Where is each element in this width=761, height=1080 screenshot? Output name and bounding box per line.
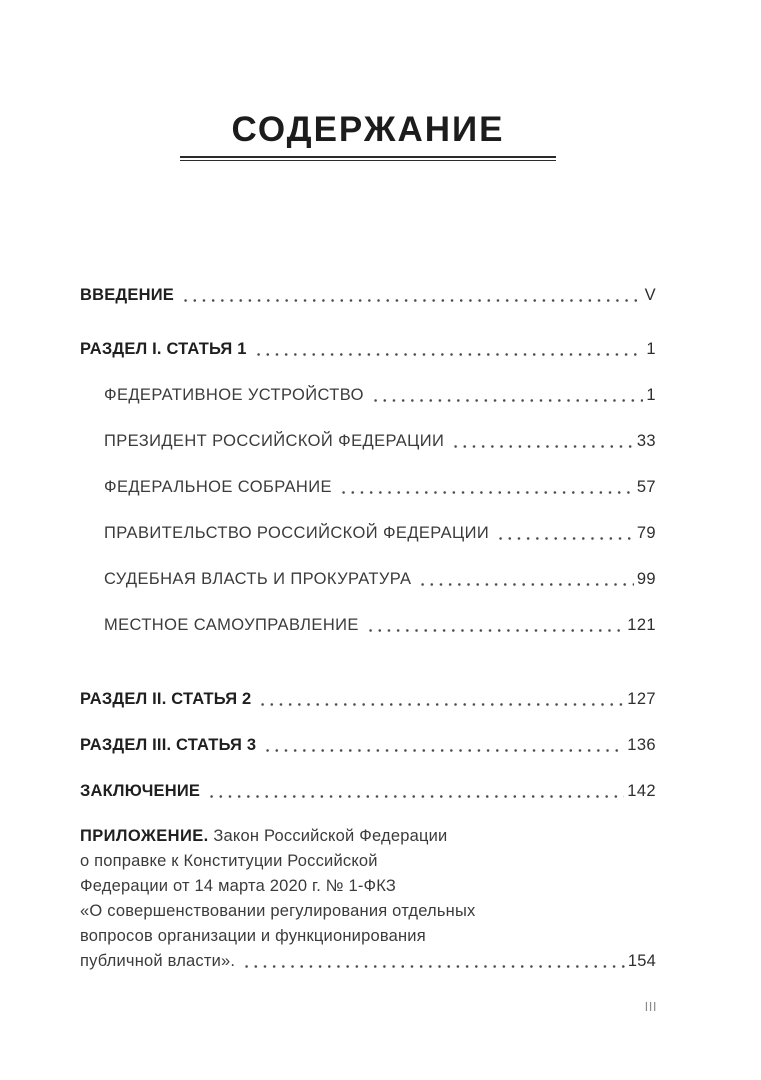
appendix-line: ПРИЛОЖЕНИЕ. Закон Российской Федерации (80, 826, 448, 845)
dot-leader (263, 749, 624, 752)
toc-entry-label: РАЗДЕЛ III. СТАТЬЯ 3 (80, 735, 257, 754)
toc-entry-page: 1 (646, 339, 656, 358)
appendix-line: о поправке к Конституции Российской (80, 851, 378, 870)
toc-entry (80, 385, 656, 405)
toc-entry (80, 431, 656, 451)
toc-entry (80, 339, 656, 359)
toc-entry (80, 523, 656, 543)
dot-leader (339, 491, 634, 494)
appendix-line: Федерации от 14 марта 2020 г. № 1-ФКЗ (80, 876, 397, 895)
toc-entry-label: ФЕДЕРАЛЬНОЕ СОБРАНИЕ (104, 477, 332, 496)
toc-entry (80, 477, 656, 497)
toc-entry (80, 285, 656, 305)
toc-entry (80, 689, 656, 709)
toc-entry-label: ПРЕЗИДЕНТ РОССИЙСКОЙ ФЕДЕРАЦИИ (104, 431, 445, 450)
appendix-line: вопросов организации и функционирования (80, 926, 426, 945)
page-number: III (644, 999, 657, 1014)
dot-leader (181, 299, 642, 302)
appendix-page: 154 (627, 951, 656, 970)
dot-leader (496, 537, 634, 540)
page-title: СОДЕРЖАНИЕ (231, 110, 505, 149)
toc-list (80, 285, 656, 801)
toc-entry-page: 57 (636, 477, 656, 496)
toc-entry (80, 615, 656, 635)
dot-leader (418, 583, 633, 586)
dot-leader (242, 965, 625, 968)
toc-entry-page: 121 (627, 615, 656, 634)
toc-entry-page: 33 (636, 431, 656, 450)
title-double-rule (180, 156, 556, 161)
dot-leader (258, 703, 624, 706)
toc-entry-page: 1 (646, 385, 656, 404)
toc-entry-label: СУДЕБНАЯ ВЛАСТЬ И ПРОКУРАТУРА (104, 569, 412, 588)
dot-leader (371, 399, 644, 402)
dot-leader (254, 353, 644, 356)
toc-entry-label: ВВЕДЕНИЕ (80, 285, 174, 304)
toc-entry-label: ПРАВИТЕЛЬСТВО РОССИЙСКОЙ ФЕДЕРАЦИИ (104, 523, 490, 542)
toc-entry-page: V (644, 285, 656, 304)
toc-entry (80, 781, 656, 801)
toc-entry-page: 136 (627, 735, 656, 754)
dot-leader (207, 795, 624, 798)
toc-content (80, 0, 656, 974)
toc-entry (80, 569, 656, 589)
toc-entry-page: 99 (636, 569, 656, 588)
appendix-last-line (80, 949, 656, 974)
toc-entry-label: РАЗДЕЛ I. СТАТЬЯ 1 (80, 339, 247, 358)
toc-entry (80, 735, 656, 755)
toc-appendix-entry (80, 824, 656, 974)
toc-header (80, 112, 656, 161)
toc-entry-page: 142 (627, 781, 656, 800)
toc-entry-label: ФЕДЕРАТИВНОЕ УСТРОЙСТВО (104, 385, 364, 404)
toc-entry-page: 79 (636, 523, 656, 542)
appendix-last-text: публичной власти». (80, 951, 236, 970)
toc-entry-page: 127 (627, 689, 656, 708)
appendix-label: ПРИЛОЖЕНИЕ. (80, 826, 209, 845)
toc-entry-label: ЗАКЛЮЧЕНИЕ (80, 781, 201, 800)
toc-entry-label: МЕСТНОЕ САМОУПРАВЛЕНИЕ (104, 615, 359, 634)
toc-entry-label: РАЗДЕЛ II. СТАТЬЯ 2 (80, 689, 252, 708)
appendix-line: «О совершенствовании регулирования отдельных (80, 901, 476, 920)
dot-leader (451, 445, 634, 448)
dot-leader (366, 629, 624, 632)
